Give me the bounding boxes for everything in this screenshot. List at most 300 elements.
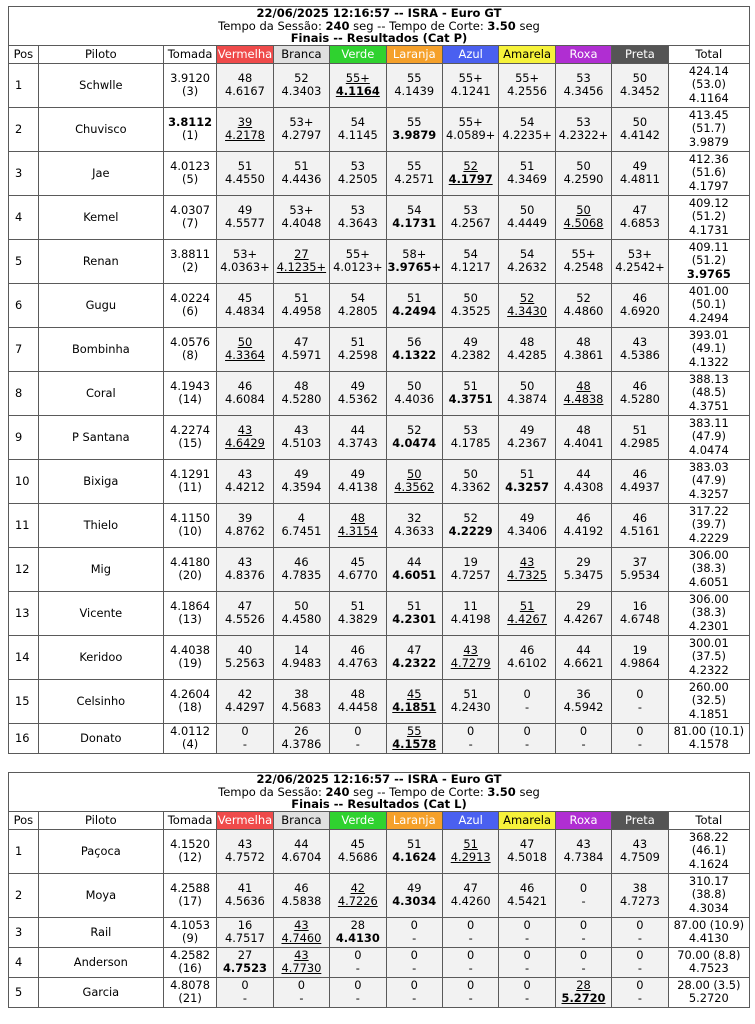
lap-count: 55+ <box>345 246 370 261</box>
lap-cell-azul <box>442 239 498 283</box>
best-time: 4.3861 <box>563 348 604 362</box>
qualifying-cell <box>163 947 216 977</box>
lap-count: 51 <box>519 158 535 173</box>
pilot-name: Kemel <box>38 195 163 239</box>
lap-cell-preta <box>612 415 668 459</box>
lap-count: 45 <box>237 290 253 305</box>
table-row <box>9 635 750 679</box>
qualifying-rank: (11) <box>178 480 202 494</box>
position-cell: 4 <box>9 195 39 239</box>
lap-count: 55+ <box>571 246 596 261</box>
best-time: - <box>412 931 417 945</box>
best-time: 4.7384 <box>563 850 604 864</box>
total-line: 4.0474 <box>688 442 729 457</box>
lap-cell-roxa <box>555 239 611 283</box>
qualifying-rank: (13) <box>178 612 202 626</box>
best-time: 4.7517 <box>225 931 265 945</box>
lap-count: 43 <box>237 836 253 851</box>
lap-count: 46 <box>632 290 648 305</box>
total-line: 383.11 <box>688 416 729 431</box>
results-table-cat-p <box>8 6 750 754</box>
lap-count: 0 <box>636 686 644 701</box>
qualifying-cell <box>163 977 216 1007</box>
lap-cell-amarela <box>499 829 555 873</box>
best-time: 4.4838 <box>563 392 604 406</box>
qualifying-cell <box>163 829 216 873</box>
qualifying-rank: (8) <box>182 348 199 362</box>
table-row <box>9 415 750 459</box>
column-header-tomada: Tomada <box>163 45 216 63</box>
best-time: 4.5577 <box>225 216 265 230</box>
best-time: 6.7451 <box>281 524 322 538</box>
lap-count: 51 <box>463 686 478 701</box>
lap-cell-roxa <box>555 723 611 753</box>
lap-cell-vermelha <box>217 829 273 873</box>
cut-unit: seg <box>515 784 540 799</box>
lap-count: 46 <box>294 880 309 895</box>
qualifying-rank: (21) <box>178 991 202 1005</box>
lap-count: 52 <box>294 70 309 85</box>
lap-count: 49 <box>294 466 309 481</box>
lap-cell-verde <box>330 947 386 977</box>
lap-cell-azul <box>442 503 498 547</box>
total-line: (51.2) <box>691 209 726 224</box>
best-time: 4.1322 <box>392 348 437 362</box>
best-time: - <box>525 961 530 975</box>
best-time: 4.4036 <box>394 392 435 406</box>
table-row <box>9 459 750 503</box>
total-cell <box>668 459 749 503</box>
best-time: 4.1217 <box>450 260 491 274</box>
best-time: 4.5280 <box>620 392 660 406</box>
column-header-tomada: Tomada <box>163 811 216 829</box>
lap-cell-laranja <box>386 283 442 327</box>
best-time: 4.4436 <box>281 172 322 186</box>
best-time: 4.0123+ <box>333 260 383 274</box>
lap-cell-roxa <box>555 679 611 723</box>
lap-count: 51 <box>519 598 535 613</box>
total-cell <box>668 547 749 591</box>
lap-count: 50 <box>576 158 591 173</box>
total-line: 388.13 <box>688 372 729 387</box>
total-cell <box>668 283 749 327</box>
lap-count: 51 <box>294 290 309 305</box>
total-line: (50.1) <box>691 297 726 312</box>
lap-cell-branca <box>273 327 329 371</box>
best-time: 4.4297 <box>225 700 265 714</box>
total-line: (49.1) <box>691 341 726 356</box>
lap-cell-branca <box>273 107 329 151</box>
qualifying-time: 4.1150 <box>170 510 211 525</box>
lap-cell-roxa <box>555 917 611 947</box>
lap-count: 47 <box>294 334 309 349</box>
lap-count: 50 <box>463 290 478 305</box>
best-time: - <box>525 991 530 1005</box>
lap-cell-laranja <box>386 459 442 503</box>
lap-count: 48 <box>519 334 535 349</box>
table-row <box>9 829 750 873</box>
total-cell <box>668 591 749 635</box>
pilot-name: Gugu <box>38 283 163 327</box>
column-header-branca: Branca <box>273 45 329 63</box>
lap-count: 0 <box>241 723 249 738</box>
table-row <box>9 591 750 635</box>
lap-cell-branca <box>273 977 329 1007</box>
best-time: 4.7460 <box>281 931 322 945</box>
lap-cell-roxa <box>555 829 611 873</box>
best-time: 4.9864 <box>620 656 660 670</box>
lap-count: 45 <box>350 554 366 569</box>
position-cell: 9 <box>9 415 39 459</box>
lap-cell-roxa <box>555 591 611 635</box>
lap-count: 53+ <box>289 114 314 129</box>
total-cell <box>668 679 749 723</box>
session-title: 22/06/2025 12:16:57 -- ISRA - Euro GT <box>256 6 502 20</box>
total-line: 4.1851 <box>688 706 729 721</box>
total-cell <box>668 829 749 873</box>
total-cell <box>668 917 749 947</box>
total-line: 4.1797 <box>688 178 729 193</box>
best-time: 4.5838 <box>281 894 322 908</box>
lap-cell-preta <box>612 459 668 503</box>
best-time: 4.4550 <box>225 172 265 186</box>
best-time: 4.4192 <box>563 524 604 538</box>
pilot-name: Garcia <box>38 977 163 1007</box>
best-time: 4.0474 <box>392 436 437 450</box>
best-time: - <box>637 991 642 1005</box>
lap-count: 55+ <box>458 70 483 85</box>
lap-count: 48 <box>576 422 591 437</box>
lap-count: 50 <box>632 114 648 129</box>
lap-cell-verde <box>330 63 386 107</box>
session-value: 240 <box>325 18 350 33</box>
column-header-roxa: Roxa <box>555 45 611 63</box>
lap-count: 53+ <box>289 202 314 217</box>
best-time: 4.4763 <box>337 656 378 670</box>
cut-value: 3.50 <box>487 784 516 799</box>
cut-label: seg -- Tempo de Corte: <box>349 784 488 799</box>
qualifying-cell <box>163 107 216 151</box>
lap-cell-vermelha <box>217 503 273 547</box>
lap-cell-branca <box>273 503 329 547</box>
lap-cell-verde <box>330 591 386 635</box>
lap-count: 46 <box>632 466 648 481</box>
lap-cell-preta <box>612 591 668 635</box>
best-time: 4.3525 <box>450 304 491 318</box>
total-line: (39.7) <box>691 517 726 532</box>
lap-count: 51 <box>406 836 422 851</box>
lap-count: 41 <box>237 880 253 895</box>
position-cell: 3 <box>9 151 39 195</box>
total-cell <box>668 723 749 753</box>
total-line: (32.5) <box>691 693 726 708</box>
pilot-name: Chuvisco <box>38 107 163 151</box>
lap-count: 46 <box>294 554 309 569</box>
qualifying-cell <box>163 635 216 679</box>
best-time: 4.1235+ <box>276 260 327 274</box>
best-time: 4.4138 <box>337 480 378 494</box>
lap-count: 47 <box>519 836 535 851</box>
best-time: 4.5683 <box>281 700 322 714</box>
table-row <box>9 327 750 371</box>
best-time: - <box>242 737 248 751</box>
lap-cell-preta <box>612 723 668 753</box>
lap-cell-preta <box>612 829 668 873</box>
best-time: 4.6051 <box>392 568 437 582</box>
best-time: 5.3475 <box>563 568 604 582</box>
qualifying-rank: (7) <box>182 216 199 230</box>
pilot-name: Moya <box>38 873 163 917</box>
total-line: 3.9765 <box>686 266 731 281</box>
total-cell <box>668 327 749 371</box>
lap-count: 0 <box>467 723 475 738</box>
best-time: 4.4267 <box>563 612 604 626</box>
lap-count: 47 <box>406 642 422 657</box>
lap-cell-azul <box>442 977 498 1007</box>
results-table <box>8 772 750 1008</box>
lap-cell-preta <box>612 327 668 371</box>
total-line: 393.01 <box>688 328 729 343</box>
table-row <box>9 371 750 415</box>
lap-cell-preta <box>612 283 668 327</box>
cut-label: seg -- Tempo de Corte: <box>349 18 488 33</box>
qualifying-rank: (14) <box>178 392 202 406</box>
total-cell <box>668 195 749 239</box>
lap-cell-roxa <box>555 459 611 503</box>
column-header-roxa: Roxa <box>555 811 611 829</box>
lap-count: 43 <box>576 836 591 851</box>
lap-cell-laranja <box>386 327 442 371</box>
total-line: 300.01 <box>688 636 729 651</box>
lap-count: 50 <box>576 202 591 217</box>
lap-cell-vermelha <box>217 195 273 239</box>
best-time: 4.5421 <box>507 894 548 908</box>
lap-count: 52 <box>519 290 535 305</box>
lap-count: 49 <box>463 334 478 349</box>
lap-cell-roxa <box>555 547 611 591</box>
total-cell <box>668 107 749 151</box>
qualifying-cell <box>163 723 216 753</box>
qualifying-time: 4.1053 <box>170 917 211 932</box>
lap-cell-vermelha <box>217 917 273 947</box>
lap-count: 36 <box>576 686 591 701</box>
lap-cell-preta <box>612 151 668 195</box>
lap-count: 46 <box>519 880 535 895</box>
best-time: 4.3034 <box>392 894 437 908</box>
best-time: 4.7279 <box>450 656 491 670</box>
best-time: 4.0363+ <box>220 260 270 274</box>
best-time: 4.2229 <box>448 524 493 538</box>
lap-count: 0 <box>636 947 644 962</box>
total-line: 28.00 (3.5) <box>677 977 741 992</box>
lap-count: 50 <box>237 334 253 349</box>
qualifying-time: 4.2588 <box>170 880 211 895</box>
best-time: 4.3154 <box>337 524 378 538</box>
best-time: 4.2322 <box>392 656 437 670</box>
table-row <box>9 947 750 977</box>
best-time: 4.3403 <box>281 84 322 98</box>
column-header-total: Total <box>668 811 749 829</box>
lap-count: 0 <box>297 977 306 992</box>
qualifying-time: 4.1520 <box>170 836 211 851</box>
lap-cell-verde <box>330 327 386 371</box>
lap-count: 39 <box>237 510 253 525</box>
best-time: 4.2178 <box>225 128 265 142</box>
best-time: 4.2235+ <box>502 128 552 142</box>
total-line: (38.3) <box>691 561 726 576</box>
lap-count: 46 <box>519 642 535 657</box>
total-cell <box>668 371 749 415</box>
lap-count: 50 <box>519 378 535 393</box>
lap-cell-roxa <box>555 151 611 195</box>
best-time: 4.4458 <box>337 700 378 714</box>
lap-count: 38 <box>632 880 648 895</box>
lap-cell-azul <box>442 195 498 239</box>
total-line: (46.1) <box>691 843 726 858</box>
total-line: 4.1578 <box>688 737 729 751</box>
lap-count: 52 <box>406 422 422 437</box>
lap-count: 44 <box>350 422 366 437</box>
position-cell: 2 <box>9 107 39 151</box>
lap-count: 28 <box>576 977 591 992</box>
best-time: - <box>525 700 530 714</box>
lap-cell-vermelha <box>217 283 273 327</box>
lap-cell-verde <box>330 459 386 503</box>
lap-count: 43 <box>632 836 648 851</box>
lap-count: 0 <box>579 947 588 962</box>
lap-cell-verde <box>330 151 386 195</box>
best-time: 5.9534 <box>620 568 660 582</box>
lap-cell-verde <box>330 873 386 917</box>
best-time: 4.4267 <box>507 612 548 626</box>
lap-count: 53 <box>463 422 478 437</box>
qualifying-cell <box>163 917 216 947</box>
total-line: (48.5) <box>691 385 726 400</box>
best-time: 4.3562 <box>394 480 435 494</box>
total-line: 310.17 <box>688 874 729 889</box>
lap-count: 11 <box>463 598 478 613</box>
best-time: 4.7509 <box>620 850 660 864</box>
session-label: Tempo da Sessão: <box>218 784 326 799</box>
lap-cell-roxa <box>555 635 611 679</box>
lap-count: 49 <box>406 880 422 895</box>
best-time: 4.2567 <box>450 216 491 230</box>
total-line: 260.00 <box>688 680 729 695</box>
total-cell <box>668 947 749 977</box>
position-cell: 10 <box>9 459 39 503</box>
lap-cell-verde <box>330 723 386 753</box>
lap-cell-branca <box>273 459 329 503</box>
lap-cell-verde <box>330 679 386 723</box>
lap-count: 44 <box>406 554 422 569</box>
lap-cell-azul <box>442 283 498 327</box>
qualifying-rank: (18) <box>178 700 202 714</box>
session-header <box>9 7 750 46</box>
total-line: 4.1624 <box>688 856 729 871</box>
column-header-piloto: Piloto <box>38 45 163 63</box>
lap-cell-azul <box>442 415 498 459</box>
table-row <box>9 917 750 947</box>
lap-cell-vermelha <box>217 371 273 415</box>
best-time: 4.1145 <box>337 128 378 142</box>
best-time: - <box>355 961 360 975</box>
lap-count: 0 <box>410 917 418 932</box>
lap-cell-preta <box>612 195 668 239</box>
lap-cell-branca <box>273 195 329 239</box>
pilot-name: Coral <box>38 371 163 415</box>
lap-cell-laranja <box>386 107 442 151</box>
lap-cell-preta <box>612 107 668 151</box>
lap-cell-vermelha <box>217 459 273 503</box>
best-time: 4.4285 <box>507 348 548 362</box>
lap-count: 19 <box>463 554 478 569</box>
best-time: 4.2548 <box>563 260 604 274</box>
lap-count: 56 <box>406 334 422 349</box>
qualifying-rank: (2) <box>182 260 199 274</box>
lap-count: 48 <box>350 510 366 525</box>
total-cell <box>668 151 749 195</box>
qualifying-time: 4.0307 <box>170 202 211 217</box>
lap-cell-vermelha <box>217 239 273 283</box>
total-line: 4.4130 <box>688 931 729 945</box>
lap-count: 28 <box>350 917 366 932</box>
total-line: 4.2301 <box>688 618 729 633</box>
best-time: 4.3751 <box>448 392 493 406</box>
best-time: 4.2367 <box>507 436 548 450</box>
total-line: 368.22 <box>688 830 729 845</box>
lap-count: 53 <box>350 202 366 217</box>
total-line: (51.7) <box>691 121 726 136</box>
position-cell: 2 <box>9 873 39 917</box>
best-time: 4.2797 <box>281 128 322 142</box>
best-time: 4.7572 <box>225 850 265 864</box>
total-line: 4.1322 <box>688 354 729 369</box>
total-line: 4.1164 <box>688 90 729 105</box>
best-time: 4.7325 <box>507 568 548 582</box>
best-time: - <box>525 737 530 751</box>
lap-count: 42 <box>237 686 253 701</box>
best-time: - <box>412 991 417 1005</box>
best-time: 4.6770 <box>337 568 378 582</box>
lap-count: 43 <box>632 334 648 349</box>
lap-cell-verde <box>330 239 386 283</box>
column-header-azul: Azul <box>442 811 498 829</box>
total-line: 3.9879 <box>688 134 729 149</box>
lap-count: 16 <box>237 917 253 932</box>
lap-cell-amarela <box>499 107 555 151</box>
pilot-name: Jae <box>38 151 163 195</box>
table-row <box>9 679 750 723</box>
lap-cell-azul <box>442 635 498 679</box>
lap-count: 26 <box>294 723 309 738</box>
total-cell <box>668 977 749 1007</box>
best-time: 4.5362 <box>337 392 378 406</box>
lap-count: 50 <box>463 466 478 481</box>
table-row <box>9 977 750 1007</box>
total-line: 5.2720 <box>688 991 729 1005</box>
best-time: 4.3829 <box>337 612 378 626</box>
lap-cell-laranja <box>386 239 442 283</box>
best-time: 4.8762 <box>225 524 265 538</box>
best-time: 4.3633 <box>394 524 435 538</box>
lap-count: 49 <box>237 202 253 217</box>
lap-cell-preta <box>612 371 668 415</box>
total-line: 4.3034 <box>688 900 729 915</box>
column-header-piloto: Piloto <box>38 811 163 829</box>
total-line: 4.2494 <box>688 310 729 325</box>
lap-count: 0 <box>523 947 531 962</box>
best-time: 4.3743 <box>337 436 378 450</box>
